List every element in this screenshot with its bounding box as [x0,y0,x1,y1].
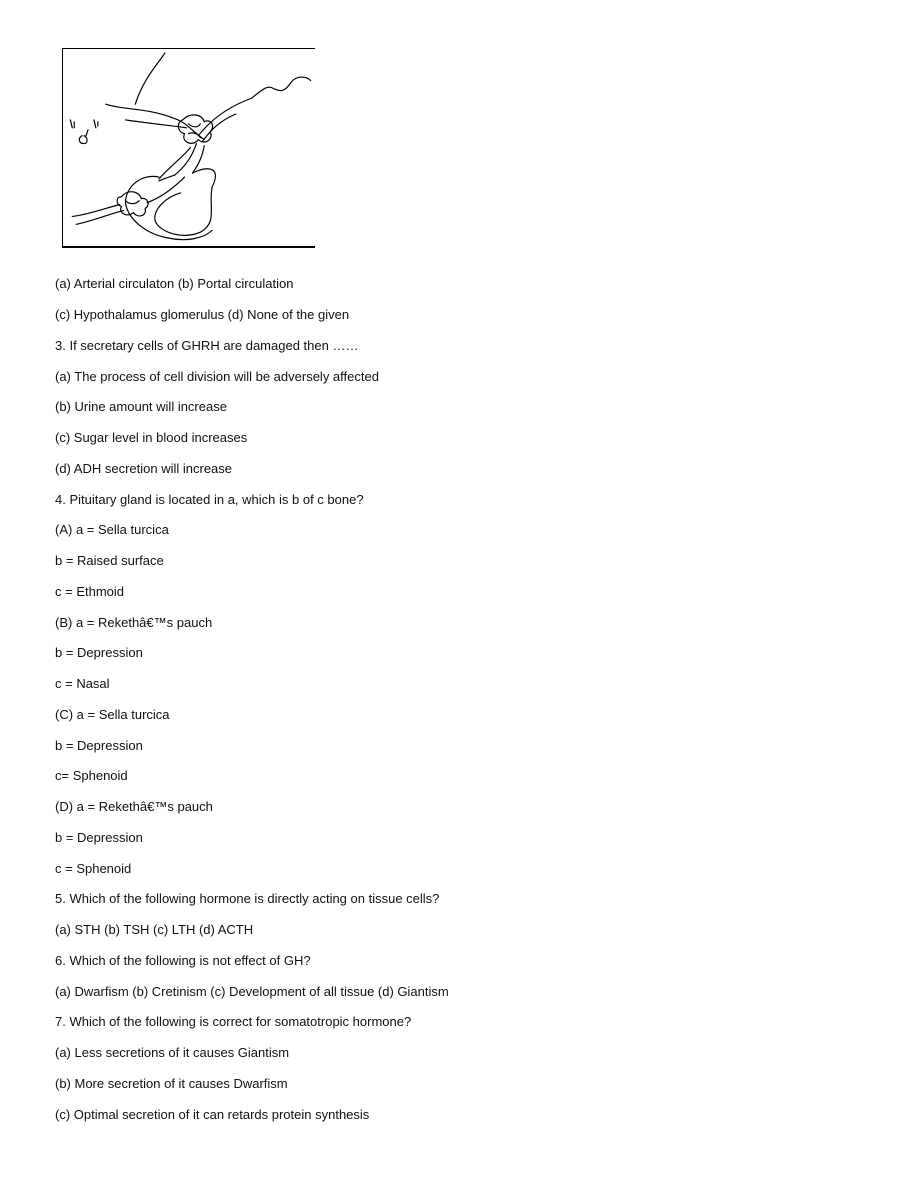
q4-option-b-line1: (B) a = Rekethâ€™s pauch [55,615,213,630]
q4-option-a-line2: b = Raised surface [55,553,164,568]
q4-option-a-line3: c = Ethmoid [55,584,125,599]
q4-option-a-line1: (A) a = Sella turcica [55,522,169,537]
q3-option-a: (a) The process of cell division will be adversely affected [55,369,379,384]
q3-option-d: (d) ADH secretion will increase [55,461,233,476]
q7-option-a: (a) Less secretions of it causes Giantism [55,1045,290,1060]
q4-option-d-line2: b = Depression [55,830,143,845]
q3-option-b: (b) Urine amount will increase [55,399,227,414]
q4-option-c-line1: (C) a = Sella turcica [55,707,170,722]
q4-option-c-line2: b = Depression [55,738,143,753]
answer-options-q2-cd: (c) Hypothalamus glomerulus (d) None of the given [55,307,350,322]
pituitary-diagram [62,48,315,248]
q7-option-b: (b) More secretion of it causes Dwarfism [55,1076,288,1091]
question-7: 7. Which of the following is correct for somatotropic hormone? [55,1014,412,1029]
question-4: 4. Pituitary gland is located in a, which is b of c bone? [55,492,364,507]
question-3: 3. If secretary cells of GHRH are damaged then …… [55,338,359,353]
q6-options: (a) Dwarfism (b) Cretinism (c) Development of all tissue (d) Giantism [55,984,449,999]
q4-option-d-line1: (D) a = Rekethâ€™s pauch [55,799,213,814]
q4-option-b-line2: b = Depression [55,645,143,660]
question-5: 5. Which of the following hormone is directly acting on tissue cells? [55,891,440,906]
q4-option-b-line3: c = Nasal [55,676,110,691]
q7-option-c: (c) Optimal secretion of it can retards protein synthesis [55,1107,370,1122]
question-6: 6. Which of the following is not effect of GH? [55,953,311,968]
q4-option-c-line3: c= Sphenoid [55,768,128,783]
q3-option-c: (c) Sugar level in blood increases [55,430,248,445]
pituitary-portal-system-icon [63,49,315,246]
q5-options: (a) STH (b) TSH (c) LTH (d) ACTH [55,922,254,937]
answer-options-q2-ab: (a) Arterial circulaton (b) Portal circulation [55,276,294,291]
q4-option-d-line3: c = Sphenoid [55,861,132,876]
